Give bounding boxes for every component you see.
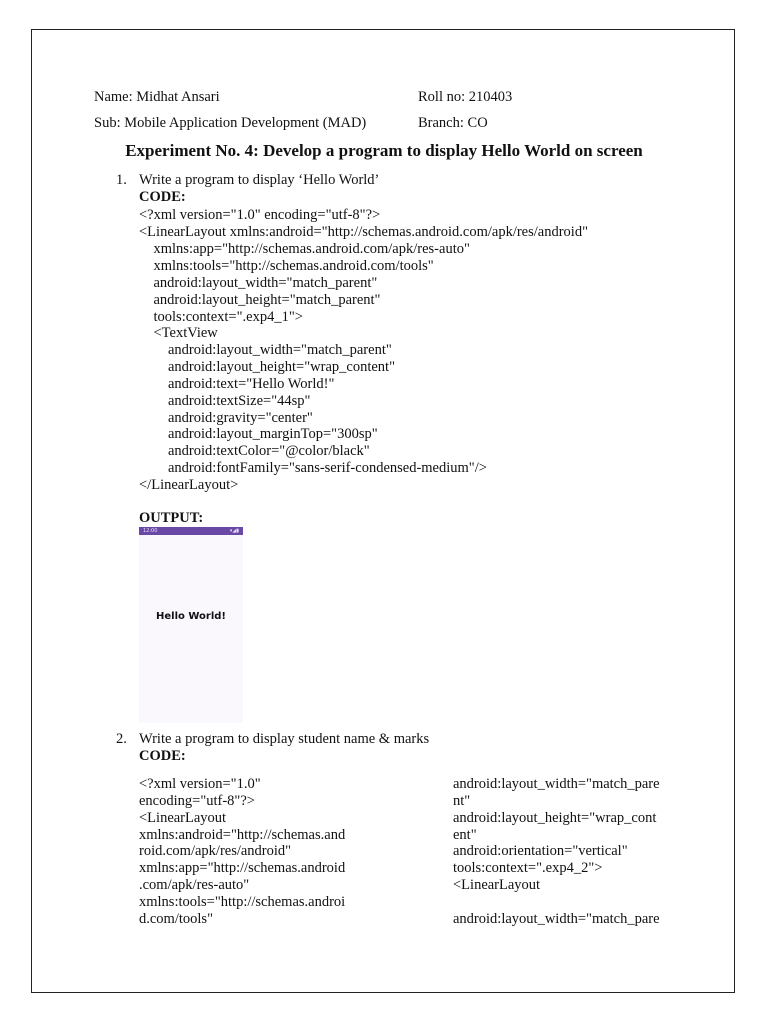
code-line: android:fontFamily="sans-serif-condensed-medium"/> (139, 460, 487, 476)
subject: Sub: Mobile Application Development (MAD) (94, 115, 367, 131)
code-line: roid.com/apk/res/android" (139, 843, 292, 859)
code-line: android:layout_height="wrap_cont (453, 810, 657, 826)
code-line: ent" (453, 827, 477, 843)
q2-code-label: CODE: (139, 748, 186, 764)
code-line: android:orientation="vertical" (453, 843, 628, 859)
q1-number: 1. (116, 172, 127, 188)
branch: Branch: CO (418, 115, 488, 131)
code-line: <LinearLayout xmlns:android="http://schemas.android.com/apk/res/android" (139, 224, 588, 240)
status-bar (139, 527, 243, 535)
code-line: xmlns:android="http://schemas.and (139, 827, 346, 843)
code-line: android:gravity="center" (139, 410, 313, 426)
code-line: xmlns:tools="http://schemas.androi (139, 894, 346, 910)
code-line: android:layout_width="match_parent" (139, 342, 392, 358)
hello-world-text: Hello World! (156, 611, 226, 622)
code-line: <LinearLayout (139, 810, 227, 826)
code-line: xmlns:tools="http://schemas.android.com/tools" (139, 258, 434, 274)
code-line: xmlns:app="http://schemas.android (139, 860, 346, 876)
student-name: Name: Midhat Ansari (94, 89, 220, 105)
code-line: </LinearLayout> (139, 477, 239, 493)
q1-code-label: CODE: (139, 189, 186, 205)
status-icons: ▾◢▮ (229, 528, 239, 534)
code-line: tools:context=".exp4_2"> (453, 860, 603, 876)
roll-number: Roll no: 210403 (418, 89, 513, 105)
code-line: android:layout_marginTop="300sp" (139, 426, 378, 442)
code-line: nt" (453, 793, 471, 809)
code-line: <?xml version="1.0" encoding="utf-8"?> (139, 207, 381, 223)
page-border (31, 29, 735, 993)
code-line: android:text="Hello World!" (139, 376, 335, 392)
code-line: android:layout_width="match_parent" (139, 275, 378, 291)
experiment-title: Experiment No. 4: Develop a program to display Hello World on screen (125, 141, 643, 160)
code-line: xmlns:app="http://schemas.android.com/apk/res-auto" (139, 241, 470, 257)
q2-text: Write a program to display student name & marks (139, 731, 430, 747)
code-line: encoding="utf-8"?> (139, 793, 255, 809)
code-line: d.com/tools" (139, 911, 213, 927)
q1-output-label: OUTPUT: (139, 510, 204, 526)
code-line: <LinearLayout (453, 877, 541, 893)
q2-number: 2. (116, 731, 127, 747)
code-line: android:textSize="44sp" (139, 393, 311, 409)
code-line: android:layout_height="wrap_content" (139, 359, 395, 375)
code-line: .com/apk/res-auto" (139, 877, 250, 893)
output-screenshot (139, 527, 243, 723)
status-time: 12:00 (143, 528, 158, 534)
code-line: tools:context=".exp4_1"> (139, 309, 303, 325)
code-line: android:layout_width="match_pare (453, 911, 660, 927)
q1-text: Write a program to display ‘Hello World’ (139, 172, 380, 188)
code-line: <?xml version="1.0" (139, 776, 261, 792)
code-line: android:layout_height="match_parent" (139, 292, 381, 308)
code-line: android:textColor="@color/black" (139, 443, 370, 459)
code-line: android:layout_width="match_pare (453, 776, 660, 792)
code-line: <TextView (139, 325, 218, 341)
